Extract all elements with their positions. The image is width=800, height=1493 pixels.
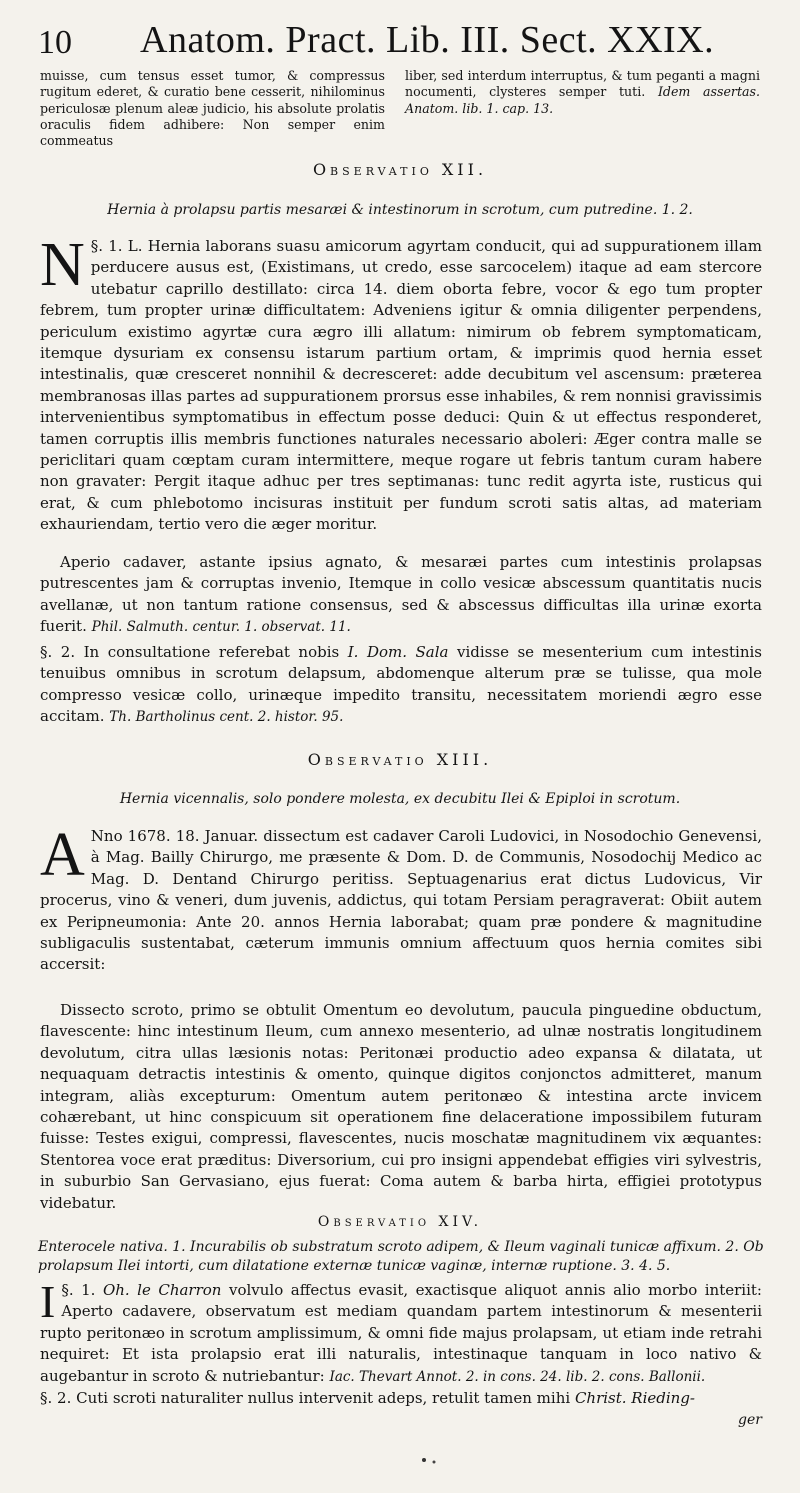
obs14-section-1-text: volvulo affectus evasit, exactisque aliquot annis alio morbo interiit: Aperto cadavere, observatum est mediam quandam partem intestinorum & mesenterii rupto peritonæo in scrotum amplissimum, & omni fide majus prolapsam, ut etiam inde retrahi nequiret: Et ista prolapsio erat illi naturalis, intestinaque tanquam in loco nativo & augebantur in scroto & nutriebantur: — [40, 1281, 762, 1385]
section-label: §. 2. — [40, 1389, 72, 1407]
person-name: Oh. le Charron — [102, 1281, 222, 1299]
section-label: §. 1. — [61, 1281, 96, 1299]
obs14-section-2 — [40, 1388, 762, 1409]
section-label: §. 2. — [40, 643, 76, 661]
observation-13-subtitle: Hernia vicennalis, solo pondere molesta, ex decubitu Ilei & Epiploi in scrotum. — [119, 791, 681, 807]
running-head: Anatom. Pract. Lib. III. Sect. XXIX. — [140, 19, 715, 61]
drop-cap: N — [40, 231, 85, 299]
observation-12-subtitle: Hernia à prolapsu partis mesaræi & intestinorum in scrotum, cum putredine. 1. 2. — [107, 202, 693, 218]
obs13-paragraph-2-text: Dissecto scroto, primo se obtulit Omentum eo devolutum, paucula pinguedine obductum, flavescente: hinc intestinum Ileum, cum annexo mesenterio, ad ulnæ nostratis longitudinem devolutum, citra ullas læsionis notas: Peritonæi productio adeo expansa & dilatata, ut nequaquam detractis intestinis & omento, quinque digitos conjonctos admitteret, manum integram, aliàs excepturum: Omentum autem peritonæo & intestina arcte invicem cohærebant, ut hinc conspicuum sit operationem fine delaceratione impossibilem futuram fuisse: Testes exigui, compressi, flavescentes, nucis moschatæ magnitudinem vix æquantes: Stentorea voce erat præditus: Diversorium, cui pro insigni appendebat effigies viri sylvestris, in suburbio San Gervasiano, ejus fuerat: Coma autem & barba hirta, effigiei prototypus videbatur. — [40, 1001, 762, 1212]
drop-cap: I — [40, 1276, 56, 1327]
obs12-section-1 — [40, 231, 762, 536]
continued-text-columns — [40, 68, 760, 150]
obs13-paragraph-2 — [40, 1000, 762, 1214]
observation-14-subtitle: Enterocele nativa. 1. Incurabilis ob substratum scroto adipem, & Ileum vaginali tunicæ affixum. 2. Ob prolapsum Ilei intorti, cum dilatatione externæ tunicæ vaginæ, internæ ruptione. 3. 4. 5. — [38, 1239, 764, 1274]
obs12-section-2-text: In consultatione referebat nobis — [83, 643, 340, 661]
obs14-section-2-text: Cuti scroti naturaliter nullus intervenit adeps, retulit tamen mihi — [76, 1389, 571, 1407]
observation-12-title: Observatio XII. — [312, 160, 488, 179]
obs13-paragraph-1 — [40, 821, 762, 976]
obs14-section-1 — [40, 1276, 762, 1388]
section-label: §. 1. — [90, 237, 123, 255]
obs12-section-2-text-cont: vidisse se mesenterium cum intestinis tenuibus omnibus in scrotum delapsum, abdomenque alterum præ se tulisse, qua mole compresso vesicæ collo, urinæque impedito transitu, necessitatem moriendi ægro esse accitam. — [40, 643, 762, 726]
person-name: I. Dom. Sala — [347, 643, 449, 661]
citation: Phil. Salmuth. centur. 1. observat. 11. — [91, 619, 351, 636]
obs12-paragraph-2 — [40, 552, 762, 639]
observation-14-title: Observatio XIV. — [317, 1214, 483, 1230]
obs12-paragraph-2-text: Aperio cadaver, astante ipsius agnato, & mesaræi partes cum intestinis prolapsas putrescentes jam & corruptas invenio, Itemque in collo vesicæ abscessum quantitatis nucis avellanæ, ut non tantum ratione consensus, sed & abscessus difficultas illa urinæ exorta fuerit. — [40, 553, 762, 636]
page-header — [38, 18, 778, 68]
person-name: Christ. Rieding- — [574, 1389, 696, 1407]
obs12-section-2 — [40, 642, 762, 729]
catchword: ger — [738, 1412, 762, 1428]
ink-mark — [410, 1450, 450, 1470]
obs13-paragraph-1-text: Nno 1678. 18. Januar. dissectum est cadaver Caroli Ludovici, in Nosodochio Genevensi, à Mag. Bailly Chirurgo, me præsente & Dom. D. de Communis, Nosodochij Medico ac Mag. D. Dentand Chirurgo peritiss. Septuagenarius erat dictus Ludovicus, Vir procerus, vino & veneri, dum juvenis, addictus, qui totam Persiam peragraverat: Obiit autem ex Peripneumonia: Ante 20. annos Hernia laborabat; quam præ pondere & magnitudine subligaculis sustentabat, cæterum immunis omnium affectuum quos hernia comites sibi accersit: — [40, 827, 762, 974]
right-column-text: liber, sed interdum interruptus, & tum peganti a magni nocumenti, clysteres semper tuti. — [405, 68, 760, 100]
observation-13-title: Observatio XIII. — [307, 750, 493, 769]
citation: Th. Bartholinus cent. 2. histor. 95. — [109, 709, 344, 726]
right-column — [405, 68, 760, 117]
citation: Iac. Thevart Annot. 2. in cons. 24. lib. 2. cons. Ballonii. — [329, 1368, 706, 1385]
left-column-text: muisse, cum tensus esset tumor, & compressus rugitum ederet, & curatio bene cesserit, nihilominus periculosæ plenum aleæ judicio, his absolute prolatis oraculis fidem adhibere: Non semper enim commeatus — [40, 68, 385, 149]
drop-cap: A — [40, 821, 85, 889]
right-column-reference: Idem assertas. Anatom. lib. 1. cap. 13. — [405, 84, 760, 116]
obs12-section-1-text: L. Hernia laborans suasu amicorum agyrtam conducit, qui ad suppurationem illam perducere ausus est, (Existimans, ut credo, esse sarcocelem) itaque ad eam stercore utebatur caprillo destillato: circa 14. diem oborta febre, vocor & ego tum propter febrem, tum propter urinæ difficultatem: Adveniens igitur & omnia diligenter perpendens, periculum existimo agyrtæ cura ægro illi allatum: nimirum ob febrem symptomaticam, itemque dysuriam ex consensu istarum partium ortam, & imprimis quod hernia esset intestinalis, quæ cresceret nonnihil & decresceret: adde decubitum vel ascensum: præterea membranosas illas partes ad suppurationem prorsus esse inhabiles, & rem nonnisi gravissimis intervenientibus symptomatibus in effectum posse deduci: Quin & ut effectus responderet, tamen corruptis illis membris functiones naturales necessario aboleri: Æger contra malle se periclitari quam cœptam curam intermittere, meque rogare ut febris tantum curam habere non gravater: Pergit itaque adhuc per tres septimanas: tunc redit agyrta iste, rusticus qui erat, & cum phlebotomo incisuras instituit per fundum scroti satis altas, ad materiam exhauriendam, tertio vero die æger moritur. — [40, 237, 762, 534]
page-number: 10 — [38, 24, 72, 61]
